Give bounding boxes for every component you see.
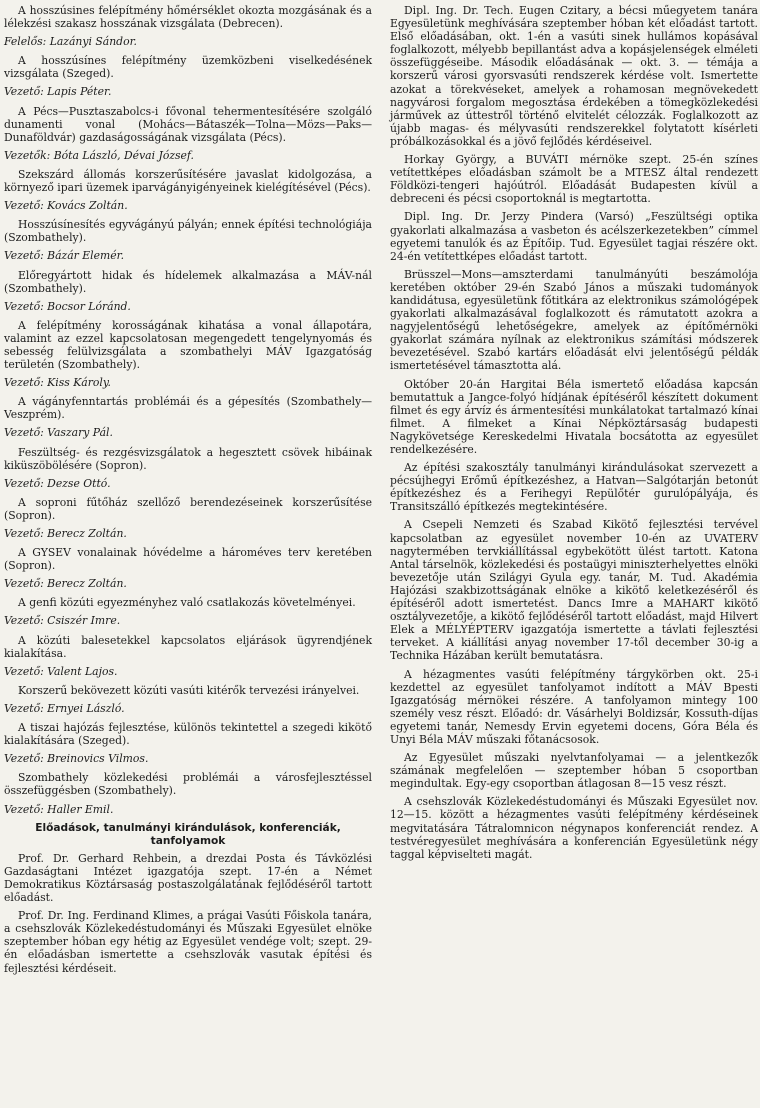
left-column	[4, 4, 372, 980]
paragraph: A Pécs—Pusztaszabolcs-i fővonal tehermentesítésére szolgáló dunamenti vonal (Mohács—Bátaszék—Tolna—Mözs—Paks—Dunaföldvár) gazdaságosságának vizsgálata (Pécs).	[4, 104, 372, 144]
paragraph: Feszültség- és rezgésvizsgálatok a hegesztett csövek hibáinak kiküszöbölésére (Sopron).	[4, 445, 372, 472]
leader-line: Vezető: Bázár Elemér.	[4, 249, 125, 263]
paragraph: A genfi közúti egyezményhez való csatlakozás követelményei.	[18, 596, 356, 610]
paragraph: A hosszúsines felépítmény hőmérséklet okozta mozgásának és a lélekzési szakasz hosszának vizsgálata (Debrecen).	[4, 4, 372, 31]
leader-line: Vezető: Csiszér Imre.	[4, 614, 121, 628]
section-heading: Előadások, tanulmányi kirándulások, konferenciák, tanfolyamok	[35, 821, 341, 847]
paragraph: Korszerű bekövezett közúti vasúti kitérők tervezési irányelvei.	[18, 683, 360, 697]
paragraph: Dipl. Ing. Dr. Tech. Eugen Czitary, a bécsi műegyetem tanára Egyesületünk meghívására szeptember hóban két előadást tartott. Első előadásában, okt. 1-én a vasúti sinek hullámos kopásával foglalkozott, mélyebb bepillantást adva a kopásjelenségek elméleti összefüggéseibe. Második előadásának — okt. 3. — témája a korszerű városi gyorsvasúti rendszerek kérdése volt. Ismertette azokat a törekvéseket, amelyek a rohamosan megnövekedett nagyvárosi forgalom megosztása érdekében a tömegközlekedési járművek az úttestről történő elvitelét célozzák. Foglalkozott az újabb magas- és mélyvasúti rendszerekkel folytatott kísérleti próbálkozásokkal és a jövő fejlődés kérdéseivel.	[390, 4, 758, 148]
paragraph: A hosszúsínes felépítmény üzemközbeni viselkedésének vizsgálata (Szeged).	[4, 54, 372, 81]
leader-line: Vezető: Berecz Zoltán.	[4, 577, 127, 591]
paragraph: A vágányfenntartás problémái és a gépesítés (Szombathely—Veszprém).	[4, 395, 372, 422]
paragraph: A tiszai hajózás fejlesztése, különös tekintettel a szegedi kikötő kialakítására (Szeged).	[4, 721, 372, 748]
paragraph: Előregyártott hidak és hídelemek alkalmazása a MÁV-nál (Szombathely).	[4, 268, 372, 295]
paragraph: Október 20-án Hargitai Béla ismertető előadása kapcsán bemutattuk a Jangce-folyó hídjának építéséről készített dokument filmet és egy árvíz és ármentesítési munkálatokat tartalmazó kínai filmet. A filmeket a Kínai Népköztársaság budapesti Nagykövetsége Kereskedelmi Hivatala bocsátotta az egyesület rendelkezésére.	[390, 377, 758, 456]
leader-line: Vezető: Valent Lajos.	[4, 664, 118, 678]
paragraph: A hézagmentes vasúti felépítmény tárgykörben okt. 25-i kezdettel az egyesület tanfolyamot indított a MÁV Bpesti Igazgatóság mérnökei részére. A tanfolyamon mintegy 100 személy vesz részt. Előadó: dr. Vásárhelyi Boldizsár, Kossuth-díjas egyetemi tanár, Nemesdy Ervin egyetemi docens, Góra Béla és Unyi Béla MÁV műszaki főtanácsosok.	[390, 667, 758, 746]
leader-line: Vezető: Lapis Péter.	[4, 85, 112, 99]
paragraph: Dipl. Ing. Dr. Jerzy Pindera (Varsó) „Feszültségi optika gyakorlati alkalmazása a vasbeton és acélszerkezetekben” címmel egyetemi tanulók és az Építőip. Tud. Egyesület tagjai részére okt. 24-én vetítettképes előadást tartott.	[390, 210, 758, 263]
paragraph: A csehszlovák Közlekedéstudományi és Műszaki Egyesület nov. 12—15. között a hézagmentes vasúti felépítmény kérdéseinek megvitatására Tátralomnicon négynapos konferenciát rendez. A testvéregyesület meghívására a konferencián Egyesületünk négy taggal képviselteti magát.	[390, 795, 758, 861]
leader-line: Vezető: Bocsor Lóránd.	[4, 299, 131, 313]
paragraph: Brüsszel—Mons—amszterdami tanulmányúti beszámolója keretében október 29-én Szabó János a műszaki tudományok kandidátusa, egyesületünk főtitkára az elektronikus számológépek gyakorlati alkalmazásával foglalkozott és rámutatott azokra a nagyjelentőségű lehetőségekre, amelyek az építőmérnöki gyakorlat számára nyílnak az elektronikus számítási módszerek bevezetésével. Szabó kartárs előadását elvi jelentőségű példák ismertetésével támasztotta alá.	[390, 267, 758, 373]
paragraph: Horkay György, a BUVÁTI mérnöke szept. 25-én színes vetítettképes előadásban számolt be a MTESZ által rendezett Földközi-tengeri hajóútról. Előadását Budapesten kívül a debreceni és pécsi csoportoknál is megtartotta.	[390, 153, 758, 206]
paragraph: A GYSEV vonalainak hóvédelme a hároméves terv keretében (Sopron).	[4, 546, 372, 573]
paragraph: A közúti balesetekkel kapcsolatos eljárások ügyrendjének kialakítása.	[4, 633, 372, 660]
paragraph: Az építési szakosztály tanulmányi kirándulásokat szervezett a pécsújhegyi Erőmű építkezéshez, a Hatvan—Salgótarján betonút építkezéshez és a Ferihegyi Repülőtér gurulópályája, és Transitszálló építkezés megtekintésére.	[390, 461, 758, 514]
right-column	[390, 4, 758, 866]
leader-line: Vezető: Dezse Ottó.	[4, 476, 111, 490]
paragraph: A felépítmény korosságának kihatása a vonal állapotára, valamint az ezzel kapcsolatosan megengedett tengelynyomás és sebesség felülvizsgálata a szombathelyi MÁV Igazgatóság területén (Szombathely).	[4, 318, 372, 372]
leader-line: Vezetők: Bóta László, Dévai József.	[4, 148, 194, 162]
paragraph: Prof. Dr. Gerhard Rehbein, a drezdai Posta és Távközlési Gazdaságtani Intézet igazgatója szept. 17-én a Német Demokratikus Köztársaság postaszolgálatának fejlődéséről tartott előadást.	[4, 851, 372, 905]
paragraph: Hosszúsínesítés egyvágányú pályán; ennek építési technológiája (Szombathely).	[4, 218, 372, 245]
paragraph: A Csepeli Nemzeti és Szabad Kikötő fejlesztési tervével kapcsolatban az egyesület november 10-én az UVATERV nagytermében tervkiállítással egybekötött ülést tartott. Katona Antal társelnök, közlekedési és postaügyi miniszterhelyettes elnöki bevezetője után Szilágyi Gyula egy. tanár, M. Tud. Akadémia Hajózási szakbizottságának elnöke a kikötő keletkezéséről és építéséről adott ismertetést. Dancs Imre a MAHART kikötő osztályvezetője, a kikötő fejlődéséről tartott előadást, majd Hilvert Elek a MÉLYÉPTERV igazgatója ismertette a távlati fejlesztési terveket. A kiállítási anyag november 17-től december 30-ig a Technika Házában került bemutatásra.	[390, 518, 758, 663]
leader-line: Vezető: Ernyei László.	[4, 701, 125, 715]
responsible-line: Felelős: Lazányi Sándor.	[4, 35, 137, 49]
leader-line: Vezető: Breinovics Vilmos.	[4, 752, 149, 766]
paragraph: Szekszárd állomás korszerűsítésére javaslat kidolgozása, a környező ipari üzemek iparvágányigényeinek kielégítésével (Pécs).	[4, 167, 372, 195]
paragraph: Szombathely közlekedési problémái a városfejlesztéssel összefüggésben (Szombathely).	[4, 771, 372, 798]
paragraph: Prof. Dr. Ing. Ferdinand Klimes, a prágai Vasúti Főiskola tanára, a csehszlovák Közlekedéstudományi és Műszaki Egyesület elnöke szeptember hóban egy hétig az Egyesület vendége volt; szept. 29-én előadásban ismertette a csehszlovák vasutak építési és fejlesztési kérdéseit.	[4, 909, 372, 975]
leader-line: Vezető: Kiss Károly.	[4, 376, 111, 390]
leader-line: Vezető: Kovács Zoltán.	[4, 199, 128, 213]
leader-line: Vezető: Vaszary Pál.	[4, 426, 113, 440]
leader-line: Vezető: Berecz Zoltán.	[4, 527, 127, 540]
leader-line: Vezető: Haller Emil.	[4, 802, 114, 816]
paragraph: Az Egyesület műszaki nyelvtanfolyamai — a jelentkezők számának megfelelően — szeptember hóban 5 csoportban megindultak. Egy-egy csoportban átlagosan 8—15 vesz részt.	[390, 751, 758, 791]
paragraph: A soproni fűtőház szellőző berendezéseinek korszerűsítése (Sopron).	[4, 495, 372, 522]
